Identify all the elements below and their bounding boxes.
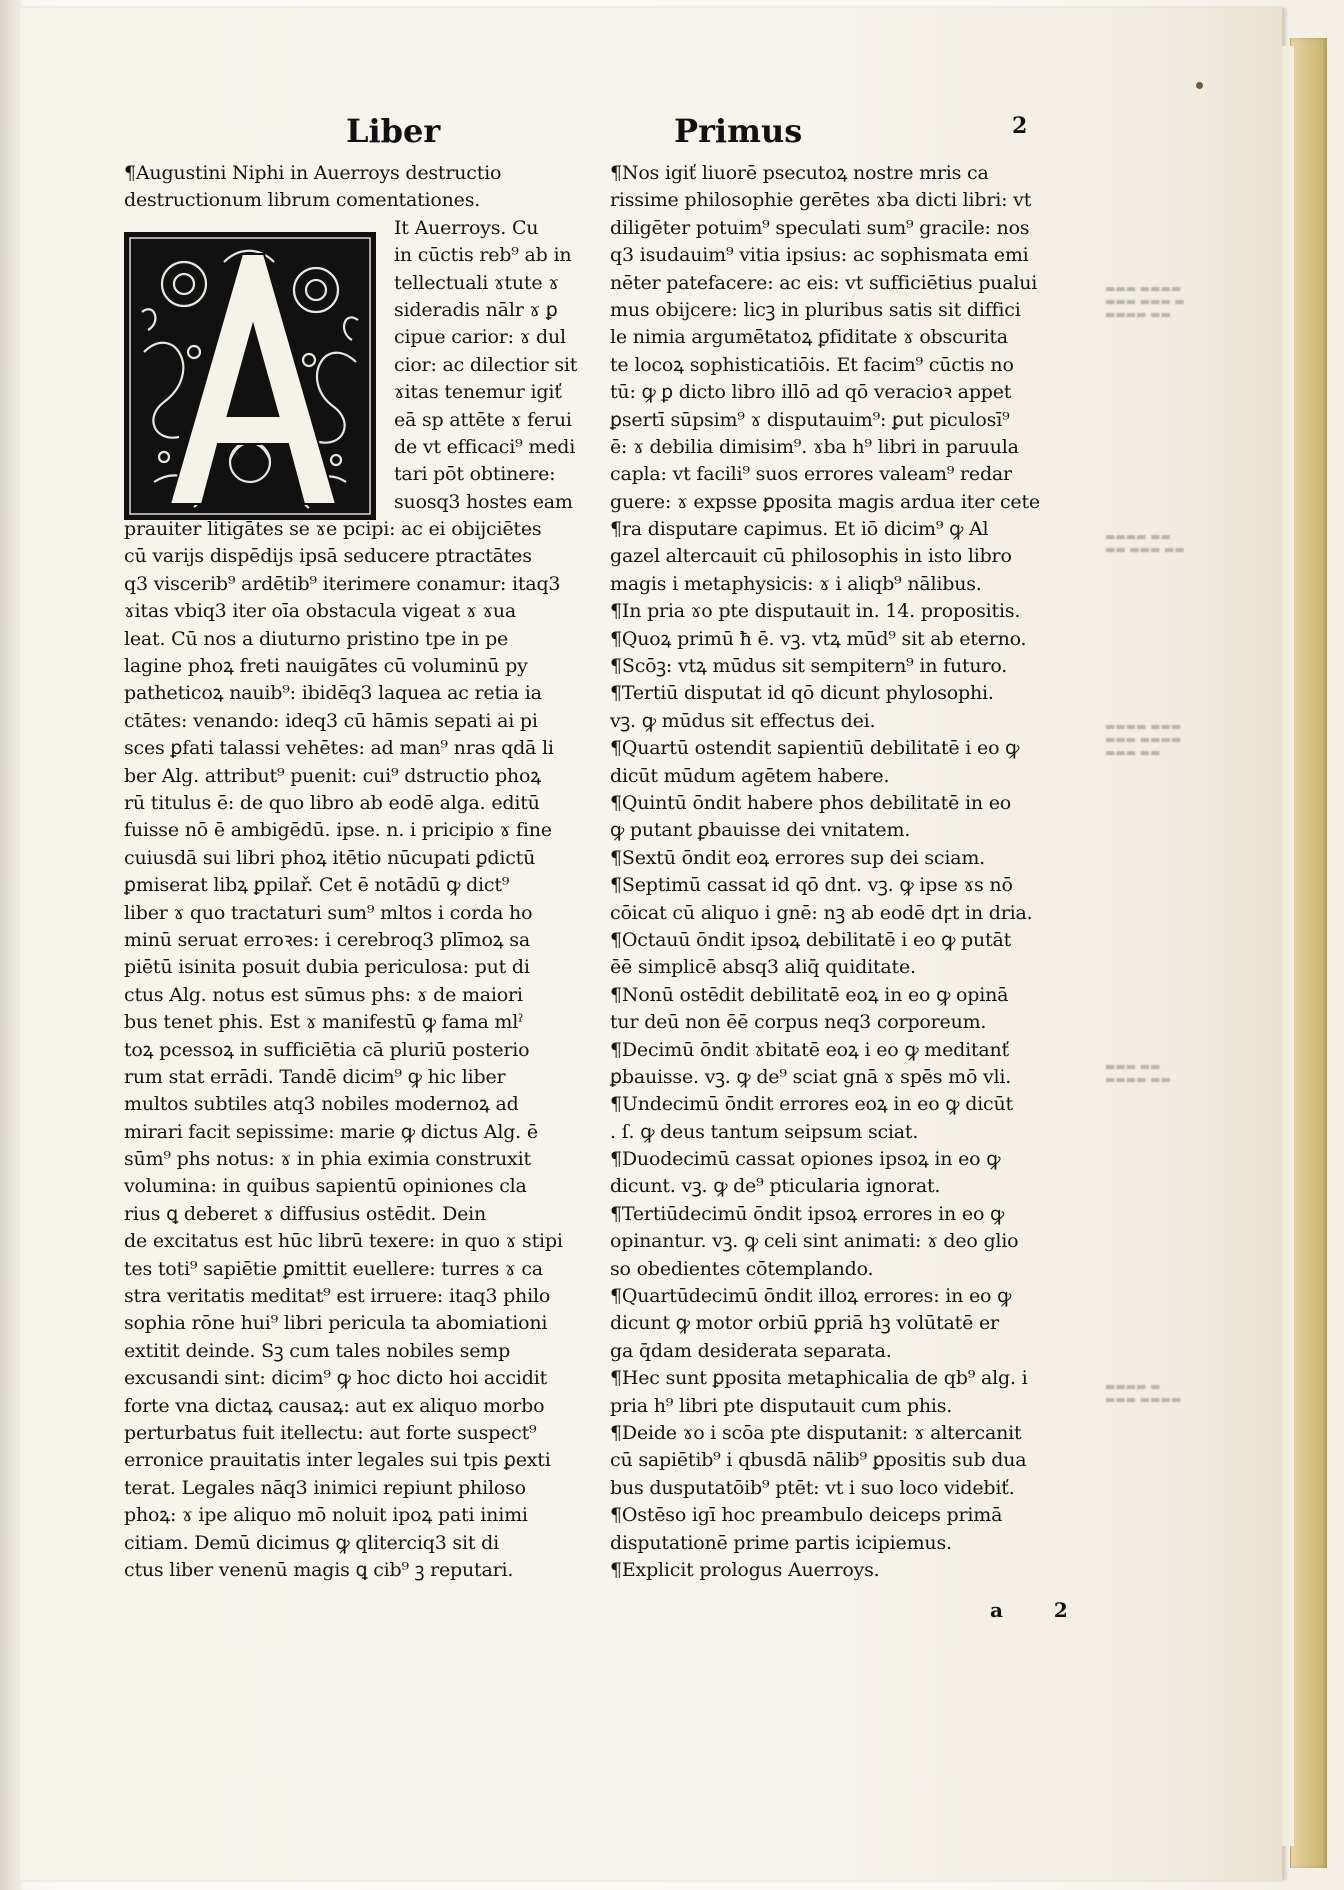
text-line: mus obijcere: licꝫ in pluribus satis sit diffici [610, 298, 1021, 321]
text-line: ¶Octauū ōndit ipsoꝝ debilitatē i eo ꝙ putāt [610, 928, 1012, 951]
text-line: cōicat cū aliquo i gnē: nꝫ ab eodē dꝼt in dria. [610, 901, 1033, 924]
text-line: erronice prauitatis inter legales sui tpis ꝑexti [124, 1449, 551, 1472]
text-line: mirari facit sepissime: marie ꝙ dictus Alg. ē [124, 1120, 538, 1143]
text-line: ctus liber venenū magis ꝗ cib⁹ ꝫ reputari. [124, 1558, 514, 1581]
text-line: ¶Quoꝝ primū ħ ē. vꝫ. vtꝝ mūd⁹ sit ab eterno. [610, 627, 1027, 650]
text-line: suosq3 hostes eam [394, 490, 573, 513]
text-line: lagine phoꝝ freti nauigātes cū voluminū py [124, 655, 528, 678]
text-line: ¶Quartū ostendit sapientiū debilitatē i eo ꝙ [610, 737, 1020, 760]
text-line: ¶Scōꝫ: vtꝝ mūdus sit sempitern⁹ in futuro. [610, 655, 1008, 678]
text-line: rū titulus ē: de quo libro ab eodē alga. editū [124, 791, 540, 814]
text-line: cū sapiētib⁹ i qbusdā nālib⁹ ꝑpositis sub dua [610, 1449, 1027, 1472]
text-line: sideradis nālr ɤ ꝑ [394, 298, 558, 321]
text-line: citiam. Demū dicimus ꝙ qliterciq3 sit di [124, 1531, 499, 1554]
text-line: excusandi sint: dicim⁹ ꝙ hoc dicto hoi accidit [124, 1367, 548, 1390]
text-line: ¶Explicit prologus Auerroys. [610, 1558, 880, 1581]
text-line: ¶In pria ɤo pte disputauit in. 14. propositis. [610, 600, 1021, 623]
text-line: de vt efficaci⁹ medi [394, 435, 576, 458]
text-line: so obedientes cōtemplando. [610, 1257, 874, 1280]
text-line: rissime philosophie gerētes ɤba dicti libri: vt [610, 189, 1032, 212]
text-line: ¶ra disputare capimus. Et iō dicim⁹ ꝙ Al [610, 518, 989, 541]
text-line: nēter patefacere: ac eis: vt sufficiētius pualui [610, 271, 1038, 294]
show-through-smudge: ▬▬▬ ▬▬ ▬▬▬▬ ▬▬ [1105, 1060, 1171, 1086]
text-line: ¶Septimū cassat id qō dnt. vꝫ. ꝙ ipse ɤs nō [610, 874, 1013, 897]
text-line: magis i metaphysicis: ɤ i aliqb⁹ nālibus. [610, 572, 982, 595]
text-line: guere: ɤ expsse ꝑposita magis ardua iter cete [610, 490, 1040, 513]
paper-spot [1196, 82, 1203, 89]
text-line: . ſ. ꝙ deus tantum seipsum sciat. [610, 1120, 919, 1143]
text-line: ¶Sextū ōndit eoꝝ errores sup dei sciam. [610, 846, 985, 869]
text-line: dicūt mūdum agētem habere. [610, 764, 890, 787]
text-line: leat. Cū nos a diuturno pristino tpe in pe [124, 627, 509, 650]
text-line: perturbatus fuit itellectu: aut forte suspect⁹ [124, 1421, 537, 1444]
text-line: ¶Hec sunt ꝑposita metaphicalia de qb⁹ alg. i [610, 1367, 1028, 1390]
text-line: forte vna dictaꝝ causaꝝ: aut ex aliquo morbo [124, 1394, 545, 1417]
text-line: ɤitas vbiq3 iter oīa obstacula vigeat ɤ ɤua [124, 600, 517, 623]
text-line: capla: vt facili⁹ suos errores valeam⁹ redar [610, 463, 1012, 486]
text-line: ¶Tertiū disputat id qō dicunt phylosophi. [610, 682, 994, 705]
text-line: ꝑmiserat libꝝ ꝑpilař. Cet ē notādū ꝙ dict⁹ [124, 874, 510, 897]
text-line: stra veritatis meditat⁹ est irruere: itaq3 philo [124, 1285, 551, 1308]
text-line: le nimia argumētatoꝝ ꝑfiditate ɤ obscurita [610, 326, 1008, 349]
text-line: ꝑbauisse. vꝫ. ꝙ de⁹ sciat gnā ɤ spēs mō vli. [610, 1065, 1012, 1088]
text-line: tur deū non ēē corpus neq3 corporeum. [610, 1011, 987, 1034]
text-line: ctātes: venando: ideq3 cū hāmis sepati ai pi [124, 709, 538, 732]
left-page-fold [0, 0, 22, 1890]
text-line: phoꝝ: ɤ ipe aliquo mō noluit ipoꝝ pati inimi [124, 1504, 528, 1527]
text-line: ¶Nonū ostēdit debilitatē eoꝝ in eo ꝙ opinā [610, 983, 1009, 1006]
text-line: ¶Tertiūdecimū ōndit ipsoꝝ errores in eo ꝙ [610, 1202, 1005, 1225]
text-line: ¶Quartūdecimū ōndit illoꝝ errores: in eo ꝙ [610, 1285, 1012, 1308]
text-line: tari pōt obtinere: [394, 463, 556, 486]
text-line: diligēter potuim⁹ speculati sum⁹ gracile: nos [610, 216, 1030, 239]
text-line: minū seruat erroꝛes: i cerebroq3 plīmoꝝ sa [124, 928, 530, 951]
text-line: tū: ꝙ ꝑ dicto libro illō ad qō veracioꝛ appet [610, 381, 1012, 404]
text-line: ber Alg. attribut⁹ puenit: cui⁹ dstructio phoꝝ [124, 764, 541, 787]
text-line: q3 viscerib⁹ ardētib⁹ iterimere conamur: itaq3 [124, 572, 561, 595]
text-line: sophia rōne hui⁹ libri pericula ta abomiationi [124, 1312, 548, 1335]
text-line: disputationē prime partis icipiemus. [610, 1531, 952, 1554]
text-line: dicunt ꝙ motor orbiū ꝑpriā hꝫ volūtatē er [610, 1312, 999, 1335]
text-line: liber ɤ quo tractaturi sum⁹ mltos i corda ho [124, 901, 533, 924]
text-line: ¶Ostēso igī hoc preambulo deiceps primā [610, 1504, 1003, 1527]
right-text-column [610, 160, 1040, 1584]
show-through-smudge: ▬▬▬ ▬▬▬▬ ▬▬▬ ▬▬▬ ▬ ▬▬▬▬ ▬▬ [1105, 282, 1185, 321]
text-line: It Auerroys. Cu [394, 216, 539, 239]
text-line: extitit deinde. Sꝫ cum tales nobiles semp [124, 1339, 511, 1362]
text-line: bus tenet phis. Est ɤ manifestū ꝙ fama mlˀ [124, 1011, 524, 1034]
text-line: tellectuali ɤtute ɤ [394, 271, 559, 294]
text-line: cipue carior: ɤ dul [394, 326, 566, 349]
text-line: volumina: in quibus sapientū opiniones cla [124, 1175, 527, 1198]
text-line: ¶Nos igiť liuorē psecutoꝝ nostre mris ca [610, 162, 989, 184]
text-line: toꝝ pcessoꝝ in sufficiētia cā pluriū posterio [124, 1038, 530, 1061]
text-line: ¶Augustini Niphi in Auerroys destructio [124, 162, 502, 184]
text-line: multos subtiles atq3 nobiles modernoꝝ ad [124, 1093, 519, 1116]
text-line: ctus Alg. notus est sūmus phs: ɤ de maiori [124, 983, 523, 1006]
text-line: patheticoꝝ nauib⁹: ibidēq3 laquea ac retia ia [124, 682, 542, 705]
text-line: pria h⁹ libri pte disputauit cum phis. [610, 1394, 953, 1417]
text-line: cū varijs dispēdijs ipsā seducere ptractātes [124, 545, 532, 568]
text-line: ē: ɤ debilia dimisim⁹. ɤba h⁹ libri in paruula [610, 435, 1019, 458]
binding-board-edge [1290, 38, 1327, 1868]
text-line: ga q̄dam desiderata separata. [610, 1339, 892, 1362]
text-line: piētū isinita posuit dubia periculosa: put di [124, 956, 530, 979]
text-line: fuisse nō ē ambigēdū. ipse. n. i pricipio ɤ fine [124, 819, 552, 842]
text-line: rius ꝗ deberet ɤ diffusius ostēdit. Dein [124, 1202, 487, 1225]
text-line: te locoꝝ sophisticatiōis. Et facim⁹ cūctis no [610, 353, 1014, 376]
text-line: ¶Deide ɤo i scōa pte disputanit: ɤ altercanit [610, 1421, 1022, 1444]
text-line: ꝙ putant ꝑbauisse dei vnitatem. [610, 819, 911, 842]
folio-number: 2 [1012, 113, 1028, 139]
show-through-smudge: ▬▬▬▬ ▬▬▬ ▬▬▬ ▬▬▬▬ ▬▬▬ ▬▬ [1105, 720, 1182, 759]
left-text-column [124, 160, 577, 1584]
text-line: cuiusdā sui libri phoꝝ itētio nūcupati ꝑdictū [124, 846, 536, 869]
text-line: sces ꝑfati talassi vehētes: ad man⁹ nras qdā li [124, 737, 554, 760]
text-line: destructionum librum comentationes. [124, 189, 481, 212]
text-line: vꝫ. ꝙ mūdus sit effectus dei. [610, 709, 876, 732]
text-line: cior: ac dilectior sit [394, 353, 578, 376]
text-line: in cūctis reb⁹ ab in [394, 244, 572, 267]
text-line: rum stat errādi. Tandē dicim⁹ ꝙ hic liber [124, 1065, 506, 1088]
text-line: opinantur. vꝫ. ꝙ celi sint animati: ɤ deo glio [610, 1230, 1019, 1253]
text-line: de excitatus est hūc librū texere: in quo ɤ stipi [124, 1230, 563, 1253]
text-line: prauiter litigātes se ɤe pcipi: ac ei obijciētes [124, 518, 542, 541]
text-line: ɤitas tenemur igiť [394, 381, 562, 404]
text-line: tes toti⁹ sapiētie ꝑmittit euellere: turres ɤ ca [124, 1257, 543, 1280]
signature-mark: a 2 [990, 1598, 1090, 1622]
text-line: gazel altercauit cū philosophis in isto libro [610, 545, 1012, 568]
show-through-smudge: ▬▬▬▬ ▬ ▬▬▬ ▬▬▬▬ [1105, 1380, 1182, 1406]
text-line: ꝑsertī sūpsim⁹ ɤ disputauim⁹: ꝑut piculosī⁹ [610, 408, 1010, 431]
page-edge [1282, 46, 1294, 1846]
running-header-left: Liber [346, 112, 441, 150]
running-header-right: Primus [674, 112, 803, 150]
text-line: dicunt. vꝫ. ꝙ de⁹ pticularia ignorat. [610, 1175, 941, 1198]
text-line: sūm⁹ phs notus: ɤ in phia eximia construxit [124, 1148, 531, 1171]
text-line: terat. Legales nāq3 inimici repiunt philoso [124, 1476, 526, 1499]
text-line: bus dusputatōib⁹ ptēt: vt i suo loco videbiť. [610, 1476, 1015, 1499]
text-line: ēē simplicē absq3 aliq̄ quiditate. [610, 956, 916, 979]
text-line: ¶Undecimū ōndit errores eoꝝ in eo ꝙ dicūt [610, 1093, 1013, 1116]
text-line: ¶Quintū ōndit habere phos debilitatē in eo [610, 791, 1012, 814]
text-line: ¶Duodecimū cassat opiones ipsoꝝ in eo ꝙ [610, 1148, 1001, 1171]
text-line: q3 isudauim⁹ vitia ipsius: ac sophismata emi [610, 244, 1029, 267]
text-line: eā sp attēte ɤ ferui [394, 408, 572, 431]
text-line: ¶Decimū ōndit ɤbitatē eoꝝ i eo ꝙ meditanť [610, 1038, 1009, 1061]
show-through-smudge: ▬▬▬▬ ▬▬ ▬▬ ▬▬▬ ▬▬ [1105, 530, 1185, 556]
